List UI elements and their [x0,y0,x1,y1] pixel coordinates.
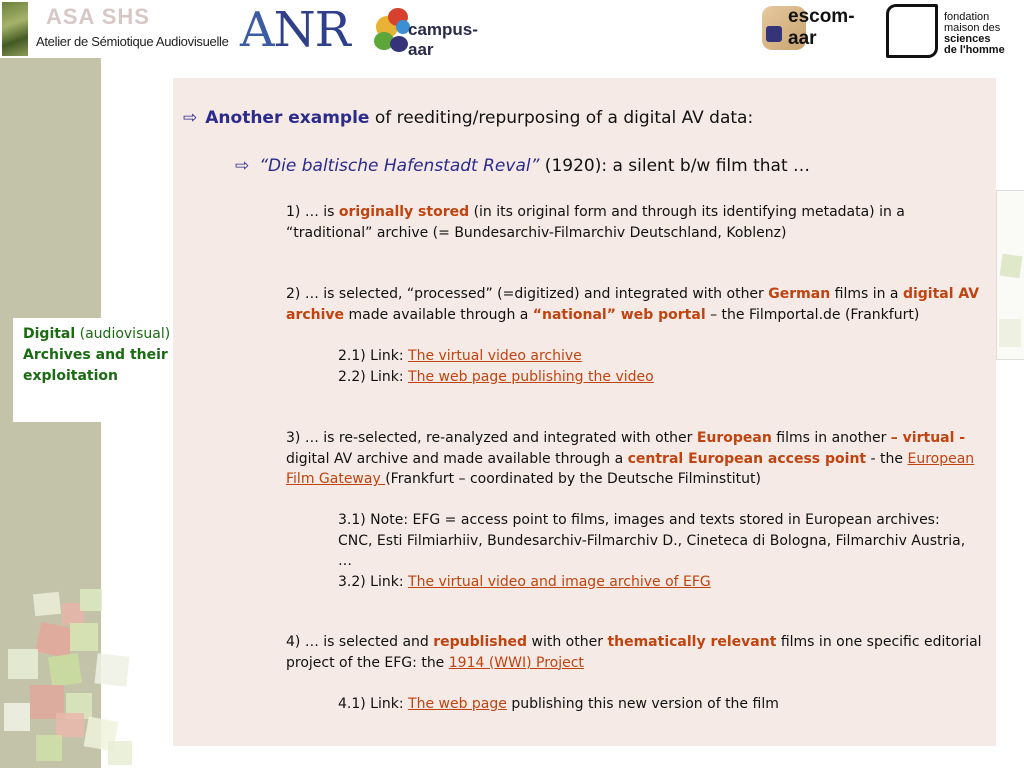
point-3: 3) … is re-selected, re-analyzed and integrated with other European films in another – virtual - digital AV archive and made available through a central European access point - the European Film Gateway (Frankfurt – coordinated by the Deutsche Filminstitut) [286,430,975,487]
anr-logo [240,2,350,58]
link-row: 2.2) Link: The web page publishing the video [338,368,654,385]
highlight-republished: republished [433,634,528,650]
highlight-thematically-relevant: thematically relevant [607,634,777,650]
highlight-digital-av-archive: digital AV archive [286,286,980,323]
bullet1-text: of reediting/repurposing of a digital AV data: [369,108,754,128]
fmsh-line3: sciences [944,33,991,45]
web-page-video-link[interactable]: The web page publishing the video [408,368,654,385]
highlight-national-portal: “national” web portal [532,306,706,323]
virtual-video-archive-link[interactable]: The virtual video archive [408,348,582,364]
bullet1-emphasis: Another example [205,108,370,128]
link-row: 3.2) Link: The virtual video and image archive of EFG [338,573,711,590]
section-label: Digital (audiovisual) Archives and their exploitation [23,326,171,384]
right-decor-image [996,190,1024,360]
fmsh-line4: de l'homme [944,44,1005,56]
highlight-european: European [696,430,772,446]
bullet2-text: (1920): a silent b/w film that … [539,156,811,176]
point-1: 1) … is originally stored (in its original form and through its identifying metadata) in a “traditional” archive (= Bundesarchiv-Filmarchiv Deutschland, Koblenz) [286,204,905,241]
highlight-originally-stored: originally stored [338,204,470,220]
wwi-project-link[interactable]: 1914 (WWI) Project [448,654,584,671]
fmsh-line1: fondation [944,11,990,23]
fmsh-logo [886,4,1016,60]
escom-aar-logo [762,4,878,52]
asa-logo-subtitle: Atelier de Sémiotique Audiovisuelle [36,34,229,49]
point-3-details [338,510,978,592]
bullet-film-title [235,156,810,176]
fmsh-mark-icon [886,4,938,58]
decorative-collage [0,585,140,768]
arrow-right-icon: ⇨ [235,156,250,176]
arrow-right-icon: ⇨ [183,108,198,128]
highlight-central-access-point: central European access point [627,450,867,467]
anr-logo-r: R [314,2,350,58]
efg-archive-link[interactable]: The virtual video and image archive of EFG [408,573,711,590]
point-2: 2) … is selected, “processed” (=digitized) and integrated with other German films in a digital AV archive made available through a “national” web portal – the Filmportal.de (Frankfurt) [286,286,980,323]
anr-logo-a: A [240,2,274,58]
asa-logo-title: ASA SHS [46,4,150,29]
anr-logo-n: N [273,2,315,58]
highlight-virtual: – virtual - [890,430,966,446]
point-2-links [338,346,978,387]
film-title: “Die baltische Hafenstadt Reval” [259,156,540,176]
escom-aar-text: escom-aar [788,6,855,49]
link-row: 2.1) Link: The virtual video archive [338,348,582,364]
point-4-link: 4.1) Link: The web page publishing this new version of the film [338,696,779,712]
asa-shs-logo [30,4,240,52]
fmsh-line2: maison des [944,22,1001,34]
point-4: 4) … is selected and republished with other thematically relevant films in one specific editorial project of the EFG: the 1914 (WWI) Project [286,634,982,671]
european-film-gateway-link[interactable]: European Film Gateway [286,450,975,487]
slide-content-panel [173,78,996,746]
bullet-another-example [183,108,753,128]
efg-note: 3.1) Note: EFG = access point to films, images and texts stored in European archives: CNC, Esti Filmiarhiiv, Bundesarchiv-Filmarchiv D., Cineteca di Bologna, Filmarchiv Austria, … [338,512,966,569]
asa-photo [2,2,28,56]
highlight-german: German [768,286,831,302]
section-label-box [13,318,189,422]
campus-aar-text: campus-aar [408,20,478,59]
new-version-web-page-link[interactable]: The web page [408,696,507,712]
campus-aar-logo [374,6,494,58]
